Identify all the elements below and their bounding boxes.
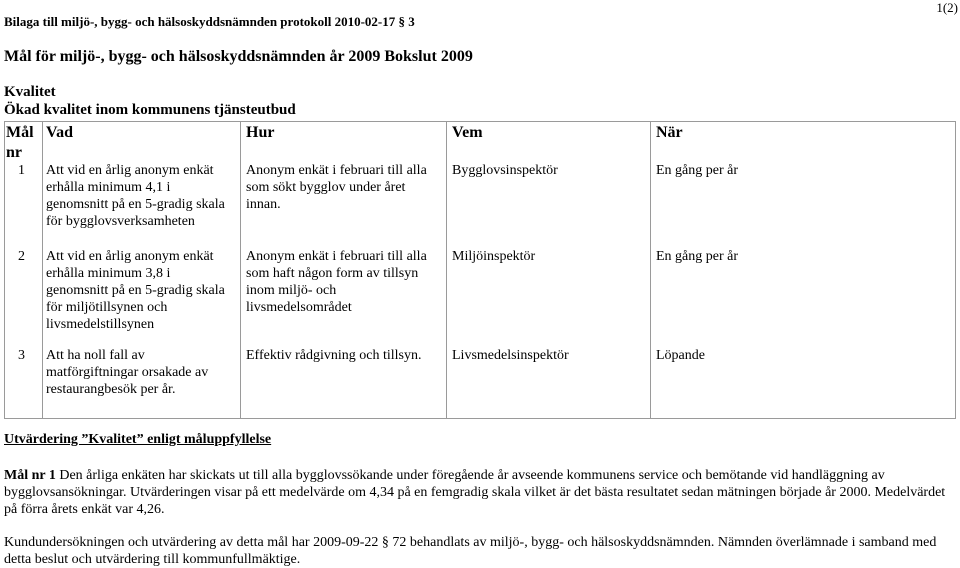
column-divider: [240, 121, 241, 419]
table-row-2-nr: 2: [18, 249, 25, 264]
table-row-3-nar: Löpande: [656, 348, 705, 363]
evaluation-heading: Utvärdering ”Kvalitet” enligt måluppfyllelse: [4, 432, 272, 447]
column-header-hur: Hur: [246, 124, 275, 141]
column-header-vad: Vad: [46, 124, 73, 141]
table-row-1-vem: Bygglovsinspektör: [452, 163, 558, 178]
document-header: Bilaga till miljö-, bygg- och hälsoskyddsnämnden protokoll 2010-02-17 § 3: [4, 14, 415, 29]
table-row-3-hur: Effektiv rådgivning och tillsyn.: [246, 348, 422, 363]
column-header-vem: Vem: [452, 124, 483, 141]
table-left-border: [4, 121, 5, 419]
column-divider: [650, 121, 651, 419]
table-row-2-nar: En gång per år: [656, 249, 739, 264]
evaluation-paragraph-1: [4, 467, 954, 518]
column-divider: [446, 121, 447, 419]
document-title: Mål för miljö-, bygg- och hälsoskyddsnämnden år 2009 Bokslut 2009: [4, 48, 473, 65]
table-row-3-vem: Livsmedelsinspektör: [452, 348, 569, 363]
table-row-1-vad: Att vid en årlig anonym enkät erhålla minimum 4,1 i genomsnitt på en 5-gradig skala för bygglovsverksamheten: [46, 163, 225, 229]
table-row-2-vad: Att vid en årlig anonym enkät erhålla minimum 3,8 i genomsnitt på en 5-gradig skala för miljötillsynen och livsmedelstillsynen: [46, 249, 225, 332]
table-top-border: [4, 121, 956, 122]
column-divider: [42, 121, 43, 419]
table-right-border: [955, 121, 956, 419]
table-row-1-hur: Anonym enkät i februari till alla som sökt bygglov under året innan.: [246, 163, 427, 212]
column-header-nr: Mål nr: [6, 124, 34, 161]
table-row-2-hur: Anonym enkät i februari till alla som haft någon form av tillsyn inom miljö- och livsmedelsområdet: [246, 249, 427, 315]
page-number: 1(2): [936, 0, 958, 15]
column-header-nar: När: [656, 124, 683, 141]
evaluation-text-1: Den årliga enkäten har skickats ut till alla bygglovssökande under föregående år avseende kommunens service och bemötande vid handläggning av bygglovsansökningar. Utvärderingen visar på ett medelvärde om 4,34 på en femgradig skala vilket är det bästa resultatet sedan mätningen började år 2000. Medelvärdet på förra årets enkät var 4,26.: [4, 468, 946, 517]
table-row-2-vem: Miljöinspektör: [452, 249, 536, 264]
evaluation-paragraph-2: Kundundersökningen och utvärdering av detta mål har 2009-09-22 § 72 behandlats av miljö-, bygg- och hälsoskyddsnämnden. Nämnden överlämnade i samband med detta beslut och utvärdering till kommunfullmäktige.: [4, 535, 937, 567]
table-row-1-nar: En gång per år: [656, 163, 739, 178]
table-row-3-vad: Att ha noll fall av matförgiftningar orsakade av restaurangbesök per år.: [46, 348, 209, 397]
subsection-heading: Ökad kvalitet inom kommunens tjänsteutbud: [4, 102, 296, 118]
goal-label: Mål nr 1: [4, 468, 56, 483]
section-heading: Kvalitet: [4, 84, 56, 100]
table-row-3-nr: 3: [18, 348, 25, 363]
table-row-1-nr: 1: [18, 163, 25, 178]
table-bottom-border: [4, 418, 956, 419]
